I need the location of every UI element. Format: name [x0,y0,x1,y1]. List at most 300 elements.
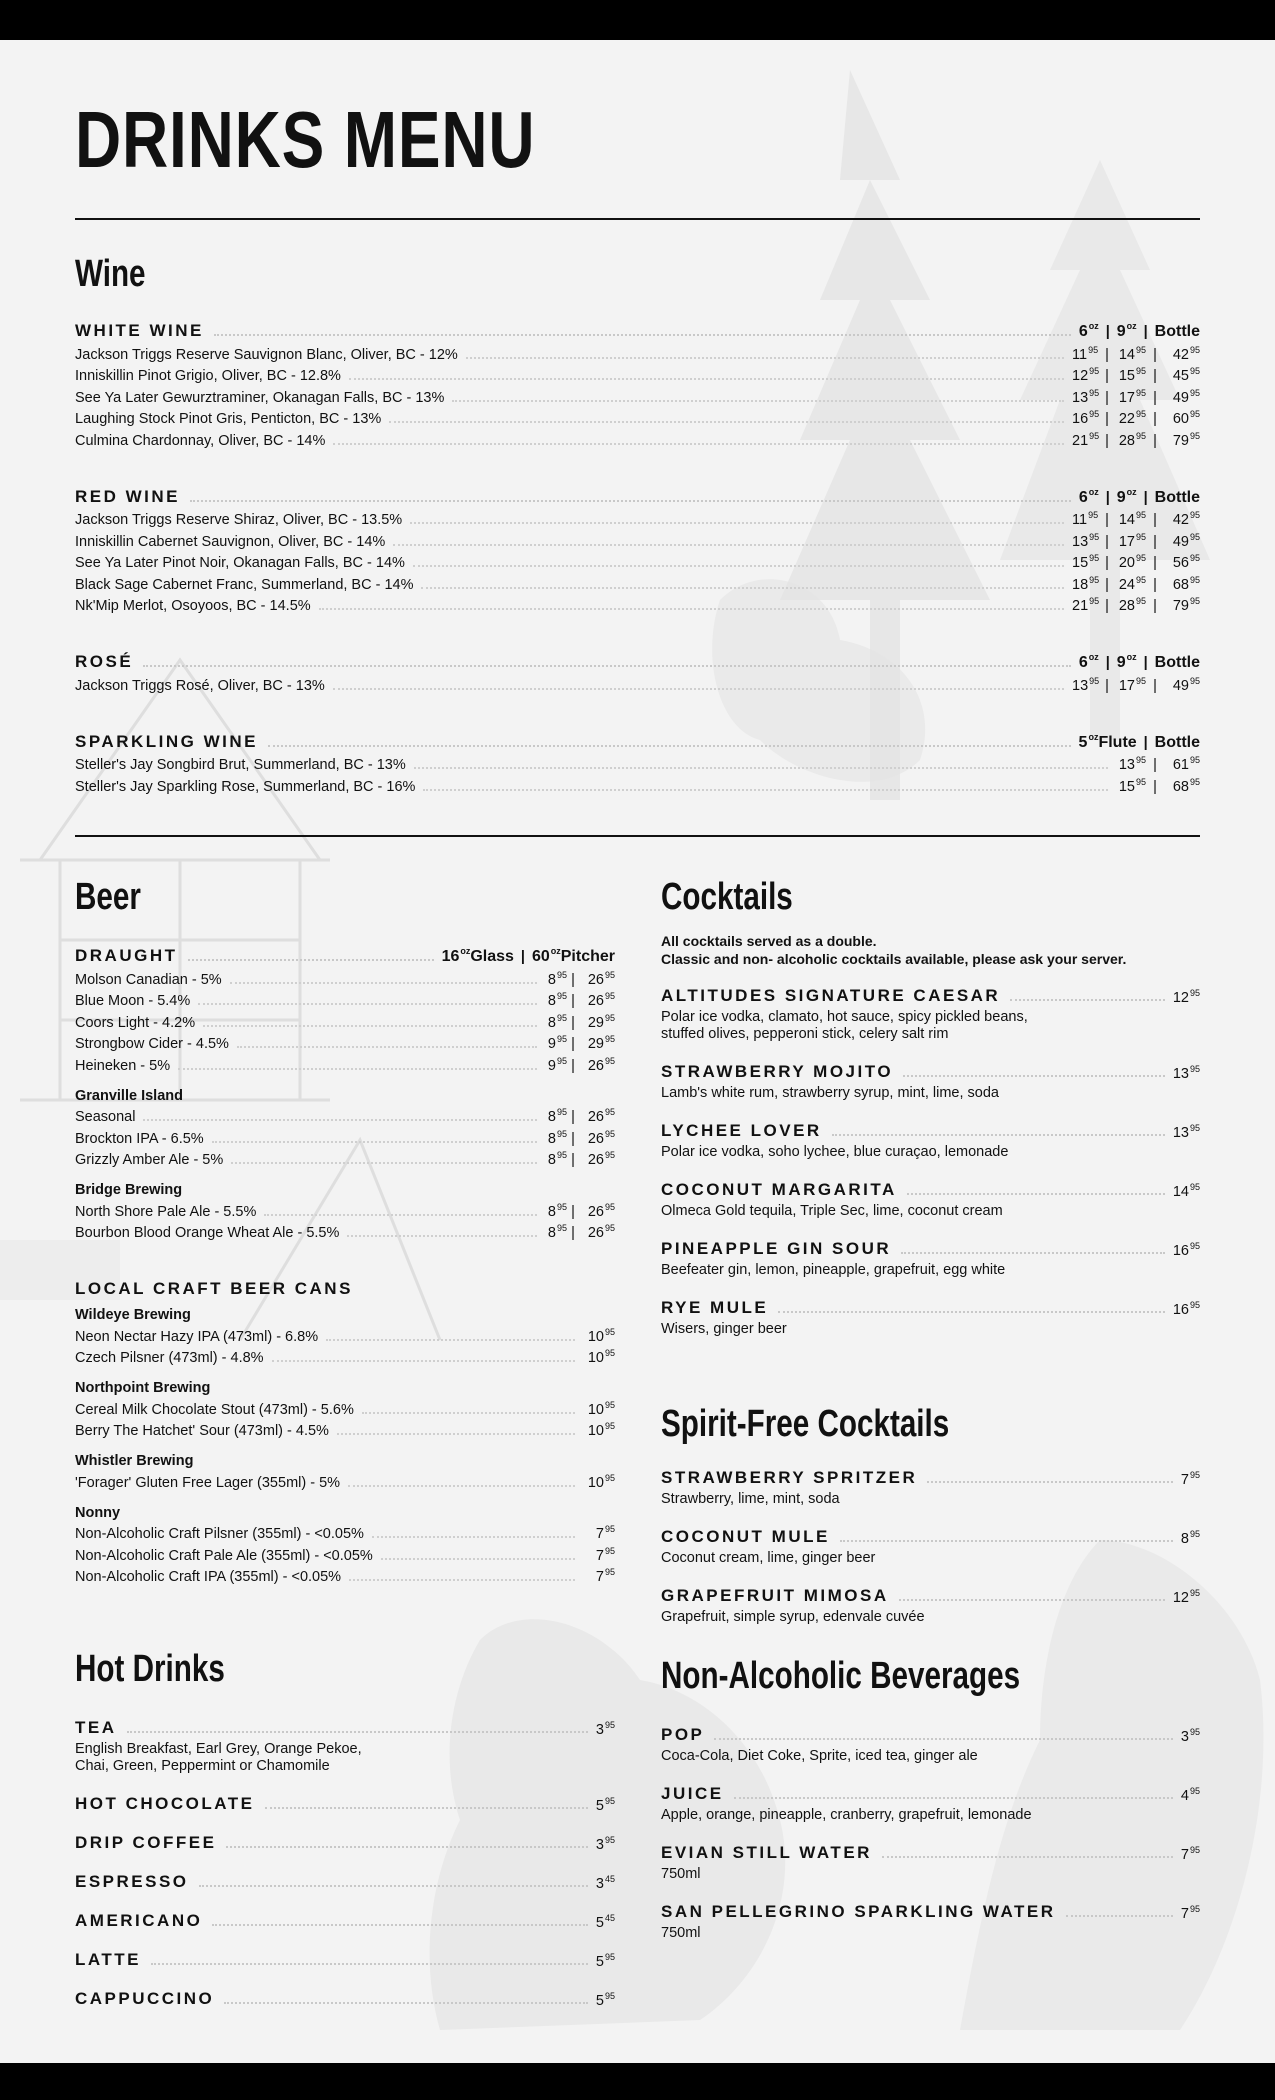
price-separator: | [1143,734,1148,751]
dotted-leader [389,421,1064,423]
item-name: Nk'Mip Merlot, Osoyoos, BC - 14.5% [75,598,311,614]
draught-group [75,942,615,1241]
description-line: Apple, orange, pineapple, cranberry, grapefruit, lemonade [661,1807,1032,1823]
wine-section [75,313,1200,829]
dotted-leader [268,745,1071,747]
item-name: Bourbon Blood Orange Wheat Ale - 5.5% [75,1225,340,1241]
wine-item [75,384,1200,406]
item-name: JUICE [661,1784,724,1803]
price-cents: 95 [1189,776,1200,787]
brewery-name: Bridge Brewing [75,1182,183,1198]
item-header [661,1898,1200,1922]
price: $7^{95}$ [595,1524,615,1542]
dotted-leader [265,1807,588,1809]
price: $8^{95}$ [1180,1529,1200,1547]
oz-unit: oz [460,946,471,956]
price-cents: 95 [1089,531,1100,542]
price: $7^{95}$ [1180,1470,1200,1488]
price-separator: | [571,1014,575,1031]
price-cents: 95 [604,1545,615,1556]
price: $3^{95}$ [1180,1727,1200,1745]
cocktails-heading: Cocktails [661,876,793,918]
dotted-leader [882,1856,1173,1858]
dotted-leader [272,1360,575,1362]
section-header [75,317,1200,341]
non-alcoholic-heading: Non-Alcoholic Beverages [661,1655,1021,1697]
hot-drink-item [75,1790,615,1814]
price-cents: 95 [604,1055,615,1066]
price: $49^{95}$ [1172,675,1200,694]
price-cents: 95 [604,1991,615,2001]
price-separator: | [1105,533,1109,550]
dotted-leader [421,587,1064,589]
item-name: 'Forager' Gluten Free Lager (355ml) - 5% [75,1474,341,1491]
item-description [661,1807,1200,1824]
cocktail-item [661,1058,1200,1102]
price-separator: | [571,1057,575,1074]
price: $13^{95}$ [1118,755,1146,773]
price-cents: 95 [604,1472,615,1483]
price: $79^{95}$ [1172,430,1200,449]
description-line: Coconut cream, lime, ginger beer [661,1550,876,1566]
price: $9^{95}$ [547,1055,567,1074]
item-description [661,1925,1200,1942]
dotted-leader [414,767,1108,769]
price: $11^{95}$ [1072,344,1099,363]
price-separator: | [571,1109,575,1125]
col-6oz: $6^{oz}$ [1078,321,1099,340]
price-separator: | [1153,389,1157,406]
item-name: Seasonal [75,1109,136,1125]
price: $11^{95}$ [1072,510,1099,528]
price: $26^{95}$ [587,969,615,988]
description-line: stuffed olives, pepperoni stick, celery salt rim [661,1026,949,1042]
price: $5^{95}$ [595,1991,615,2009]
price-separator: | [1143,489,1148,506]
item-name: Strongbow Cider - 4.5% [75,1036,229,1052]
price: $28^{95}$ [1118,430,1146,449]
price: $10^{95}$ [587,1348,615,1366]
description-line: Wisers, ginger beer [661,1321,787,1337]
section-header [75,1275,615,1299]
item-header [75,1985,615,2009]
price-cents: 95 [556,991,567,1001]
item-name: Berry The Hatchet' Sour (473ml) - 4.5% [75,1423,329,1439]
description-line: Coca-Cola, Diet Coke, Sprite, iced tea, ginger ale [661,1748,978,1764]
price: $16^{95}$ [1172,1300,1200,1318]
price-cents: 95 [1189,1588,1200,1598]
price: $8^{95}$ [547,1201,567,1220]
price-cents: 45 [604,1874,615,1884]
price-separator: | [1105,512,1109,528]
price: $7^{95}$ [595,1545,615,1564]
price: $21^{95}$ [1072,430,1100,449]
price: $18^{95}$ [1072,574,1100,593]
description-line: Beefeater gin, lemon, pineapple, grapefruit, egg white [661,1262,1006,1278]
price: $7^{95}$ [1180,1845,1200,1863]
item-name: EVIAN STILL WATER [661,1843,872,1862]
price: $68^{95}$ [1172,574,1200,593]
price-cents: 95 [604,1524,615,1534]
price-cents: 95 [1135,675,1146,686]
description-line: Strawberry, lime, mint, soda [661,1491,840,1507]
price-cents: 95 [1189,553,1200,563]
price-separator: | [571,1036,575,1052]
price-cents: 95 [604,1796,615,1806]
dotted-leader [237,1046,537,1048]
oz-unit: oz [1088,731,1099,742]
price: $42^{95}$ [1172,510,1200,528]
dotted-leader [410,522,1064,524]
price-separator: | [1153,757,1157,773]
price-cents: 95 [604,1348,615,1358]
item-name: Culmina Chardonnay, Oliver, BC - 14% [75,432,326,449]
dotted-leader [734,1797,1173,1799]
item-description [661,1491,1200,1508]
item-name: Non-Alcoholic Craft IPA (355ml) - <0.05% [75,1569,342,1585]
wine-group [75,728,1200,795]
section-label: DRAUGHT [75,946,178,965]
description-line: Olmeca Gold tequila, Triple Sec, lime, coconut cream [661,1203,1003,1219]
wine-item [75,363,1200,385]
item-name: Black Sage Cabernet Franc, Summerland, BC - 14% [75,576,414,593]
price-cents: 95 [604,1034,615,1044]
price: $60^{95}$ [1172,409,1200,427]
dotted-leader [907,1193,1165,1195]
wine-item [75,672,1200,694]
item-description [661,1609,1200,1626]
price-cents: 95 [1189,344,1200,355]
price: $68^{95}$ [1172,776,1200,795]
item-header [661,1721,1200,1745]
description-line: Lamb's white rum, strawberry syrup, mint, lime, soda [661,1085,999,1101]
wine-item [75,528,1200,550]
price-separator: | [571,1130,575,1147]
price-cents: 95 [1135,409,1146,419]
craft-cans-group [75,1275,615,1585]
price-separator: | [1153,677,1157,694]
price-cents: 95 [556,1128,567,1139]
cocktail-note: Classic and non- alcoholic cocktails available, please ask your server. [661,951,1127,967]
price-separator: | [1153,598,1157,614]
dotted-leader [199,1885,588,1887]
description-line: English Breakfast, Earl Grey, Orange Pekoe, [75,1741,362,1757]
cocktails-notes [661,932,1200,968]
spirit-free-item [661,1464,1200,1508]
hot-drinks-section [75,1710,615,2024]
item-name: Jackson Triggs Reserve Shiraz, Oliver, BC - 13.5% [75,512,403,528]
item-name: Coors Light - 4.2% [75,1014,196,1031]
section-label: ROSÉ [75,652,134,671]
price-cents: 95 [604,1567,615,1577]
item-header [661,982,1200,1006]
price: $49^{95}$ [1172,531,1200,550]
dotted-leader [231,1162,537,1164]
cocktails-section [661,978,1200,1353]
dotted-leader [190,500,1071,502]
item-description [661,1203,1200,1220]
price: $3^{95}$ [595,1835,615,1853]
price-separator: | [571,1203,575,1220]
dotted-leader [1010,999,1165,1001]
price-cents: 95 [1189,1064,1200,1074]
wine-item [75,550,1200,572]
dotted-leader [1066,1915,1173,1917]
dotted-leader [230,982,537,984]
price-cents: 95 [1135,574,1146,585]
price: $13^{95}$ [1172,1123,1200,1141]
price-cents: 95 [1135,553,1146,563]
column-headers [1078,486,1200,507]
beer-item [75,1125,615,1147]
item-name: POP [661,1725,705,1744]
price: $10^{95}$ [587,1421,615,1439]
price-separator: | [1153,411,1157,427]
dotted-leader [212,1141,537,1143]
can-item [75,1323,615,1345]
item-header [661,1058,1200,1082]
item-name: HOT CHOCOLATE [75,1794,255,1813]
dotted-leader [214,334,1071,336]
oz-unit: oz [1088,652,1099,662]
price: $5^{45}$ [595,1913,615,1931]
beer-item [75,1009,615,1031]
dotted-leader [349,1579,575,1581]
price-cents: 95 [1089,574,1100,585]
price-cents: 95 [556,1150,567,1160]
item-name: TEA [75,1718,117,1737]
item-description [661,1866,1200,1883]
can-item [75,1564,615,1586]
non-alcoholic-section [661,1717,1200,1957]
item-header [75,1790,615,1814]
price: $3^{45}$ [595,1874,615,1892]
price: $10^{95}$ [587,1399,615,1418]
item-header [661,1117,1200,1141]
item-header [661,1780,1200,1804]
price: $13^{95}$ [1172,1064,1200,1082]
price: $9^{95}$ [547,1034,567,1052]
item-name: Heineken - 5% [75,1057,171,1074]
price: $12^{95}$ [1172,988,1200,1006]
wine-group [75,317,1200,449]
beer-item [75,1104,615,1126]
wine-item [75,571,1200,593]
price-separator: | [1153,368,1157,384]
wine-item [75,752,1200,774]
price: $29^{95}$ [587,1012,615,1031]
item-name: See Ya Later Gewurztraminer, Okanagan Falls, BC - 13% [75,389,445,406]
price: $12^{95}$ [1072,366,1100,384]
dotted-leader [224,2002,588,2004]
dotted-leader [333,688,1064,690]
item-header [661,1176,1200,1200]
price-cents: 95 [604,1399,615,1410]
price-separator: | [1105,555,1109,571]
price-separator: | [1105,598,1109,614]
wine-heading: Wine [75,253,146,295]
item-header [75,1868,615,1892]
price-cents: 95 [1189,430,1200,441]
price-cents: 95 [1089,553,1100,563]
description-line: 750ml [661,1925,701,1941]
dotted-leader [714,1738,1173,1740]
dotted-leader [903,1075,1165,1077]
description-line: Chai, Green, Peppermint or Chamomile [75,1758,330,1774]
col-pitcher: $60^{oz}Pitcher$ [531,946,615,965]
col-9oz: $9^{oz}$ [1116,321,1137,340]
beer-item [75,1031,615,1053]
wine-group [75,648,1200,694]
item-name: Non-Alcoholic Craft Pale Ale (355ml) - <0.05% [75,1547,373,1564]
cocktail-item [661,1117,1200,1161]
price-cents: 95 [1088,344,1099,355]
price-cents: 95 [556,1107,567,1117]
item-name: Jackson Triggs Reserve Sauvignon Blanc, Oliver, BC - 12% [75,346,458,363]
price-cents: 95 [1135,596,1146,606]
can-item [75,1345,615,1367]
price-cents: 95 [604,991,615,1001]
item-description [661,1009,1200,1043]
beverage-item [661,1721,1200,1765]
dotted-leader [143,1119,537,1121]
item-description [661,1144,1200,1161]
price-separator: | [1105,576,1109,593]
price-cents: 95 [1189,988,1200,998]
item-name: North Shore Pale Ale - 5.5% [75,1203,257,1220]
price-separator: | [1153,576,1157,593]
item-header [661,1523,1200,1547]
wine-item [75,593,1200,615]
oz-unit: oz [1126,321,1137,331]
price-cents: 95 [604,1107,615,1117]
dotted-leader [452,400,1064,402]
price: $26^{95}$ [587,1201,615,1220]
item-name: CAPPUCCINO [75,1989,215,2008]
price: $26^{95}$ [587,1128,615,1147]
col-glass: $16^{oz}Glass$ [441,946,514,965]
dotted-leader [319,608,1064,610]
price-separator: | [1153,555,1157,571]
price-cents: 95 [556,969,567,980]
price-cents: 95 [556,1055,567,1066]
price: $8^{95}$ [547,1128,567,1147]
dotted-leader [899,1599,1165,1601]
oz-unit: oz [1088,486,1099,497]
price: $26^{95}$ [587,1223,615,1241]
hot-drink-item [75,1868,615,1892]
price: $10^{95}$ [587,1472,615,1491]
col-5oz: $5^{oz}Flute$ [1078,731,1137,751]
item-name: LATTE [75,1950,142,1969]
price-cents: 95 [1135,776,1146,787]
item-name: Czech Pilsner (473ml) - 4.8% [75,1350,264,1366]
price-cents: 95 [1189,574,1200,585]
dotted-leader [778,1311,1165,1313]
price: $8^{95}$ [547,1107,567,1125]
cocktail-item [661,1176,1200,1220]
hot-drink-item [75,1829,615,1853]
price-cents: 95 [1189,387,1200,398]
brewery-name: Wildeye Brewing [75,1307,191,1323]
price-separator: | [1143,324,1148,340]
item-header [75,1946,615,1970]
price-cents: 95 [1135,755,1146,765]
price-cents: 95 [604,1150,615,1160]
price-cents: 95 [604,1223,615,1233]
wine-item [75,427,1200,449]
price-separator: | [1105,324,1110,340]
item-description [75,1741,615,1775]
dotted-leader [348,1485,575,1487]
price-cents: 95 [556,1012,567,1023]
section-label: RED WINE [75,486,180,506]
can-item [75,1469,615,1491]
item-name: STRAWBERRY MOJITO [661,1062,894,1081]
item-name: Brockton IPA - 6.5% [75,1130,204,1147]
dotted-leader [927,1481,1173,1483]
price-cents: 95 [1135,366,1146,376]
spirit-free-heading: Spirit-Free Cocktails [661,1403,950,1445]
beverage-item [661,1780,1200,1824]
price: $17^{95}$ [1118,675,1146,694]
price-separator: | [1105,346,1109,363]
item-name: RYE MULE [661,1298,769,1317]
price: $42^{95}$ [1172,344,1200,363]
price: $8^{95}$ [547,1150,567,1168]
price: $61^{95}$ [1172,755,1200,773]
wine-item [75,406,1200,428]
oz-unit: oz [1088,321,1099,331]
price-cents: 45 [604,1913,615,1923]
price-separator: | [1105,389,1109,406]
price: $26^{95}$ [587,1107,615,1125]
item-name: Non-Alcoholic Craft Pilsner (355ml) - <0.05% [75,1526,364,1542]
price-separator: | [1105,411,1109,427]
item-name: Inniskillin Cabernet Sauvignon, Oliver, BC - 14% [75,533,386,550]
item-name: Inniskillin Pinot Grigio, Oliver, BC - 12.8% [75,368,341,384]
price: $28^{95}$ [1118,596,1146,614]
item-header [661,1294,1200,1318]
item-name: PINEAPPLE GIN SOUR [661,1239,892,1258]
price-cents: 95 [604,1421,615,1431]
price-cents: 95 [1189,366,1200,376]
cocktail-item [661,1235,1200,1279]
item-name: Laughing Stock Pinot Gris, Penticton, BC - 13% [75,411,382,427]
price: $8^{95}$ [547,1223,567,1241]
price: $15^{95}$ [1118,366,1146,384]
item-name: LYCHEE LOVER [661,1121,822,1140]
item-name: GRAPEFRUIT MIMOSA [661,1586,889,1605]
brewery-name: Northpoint Brewing [75,1380,211,1396]
price: $49^{95}$ [1172,387,1200,406]
dotted-leader [832,1134,1165,1136]
dotted-leader [151,1963,588,1965]
price-separator: | [1153,432,1157,449]
price: $26^{95}$ [587,991,615,1009]
beer-item [75,966,615,988]
price: $3^{95}$ [595,1720,615,1738]
item-name: See Ya Later Pinot Noir, Okanagan Falls, BC - 14% [75,555,405,571]
price-separator: | [1105,655,1110,671]
item-name: Grizzly Amber Ale - 5% [75,1152,224,1168]
hot-drink-item [75,1714,615,1775]
hot-drink-item [75,1985,615,2009]
item-name: Neon Nectar Hazy IPA (473ml) - 6.8% [75,1328,319,1345]
price: $29^{95}$ [587,1034,615,1052]
price: $12^{95}$ [1172,1588,1200,1606]
price-cents: 95 [1089,387,1100,398]
